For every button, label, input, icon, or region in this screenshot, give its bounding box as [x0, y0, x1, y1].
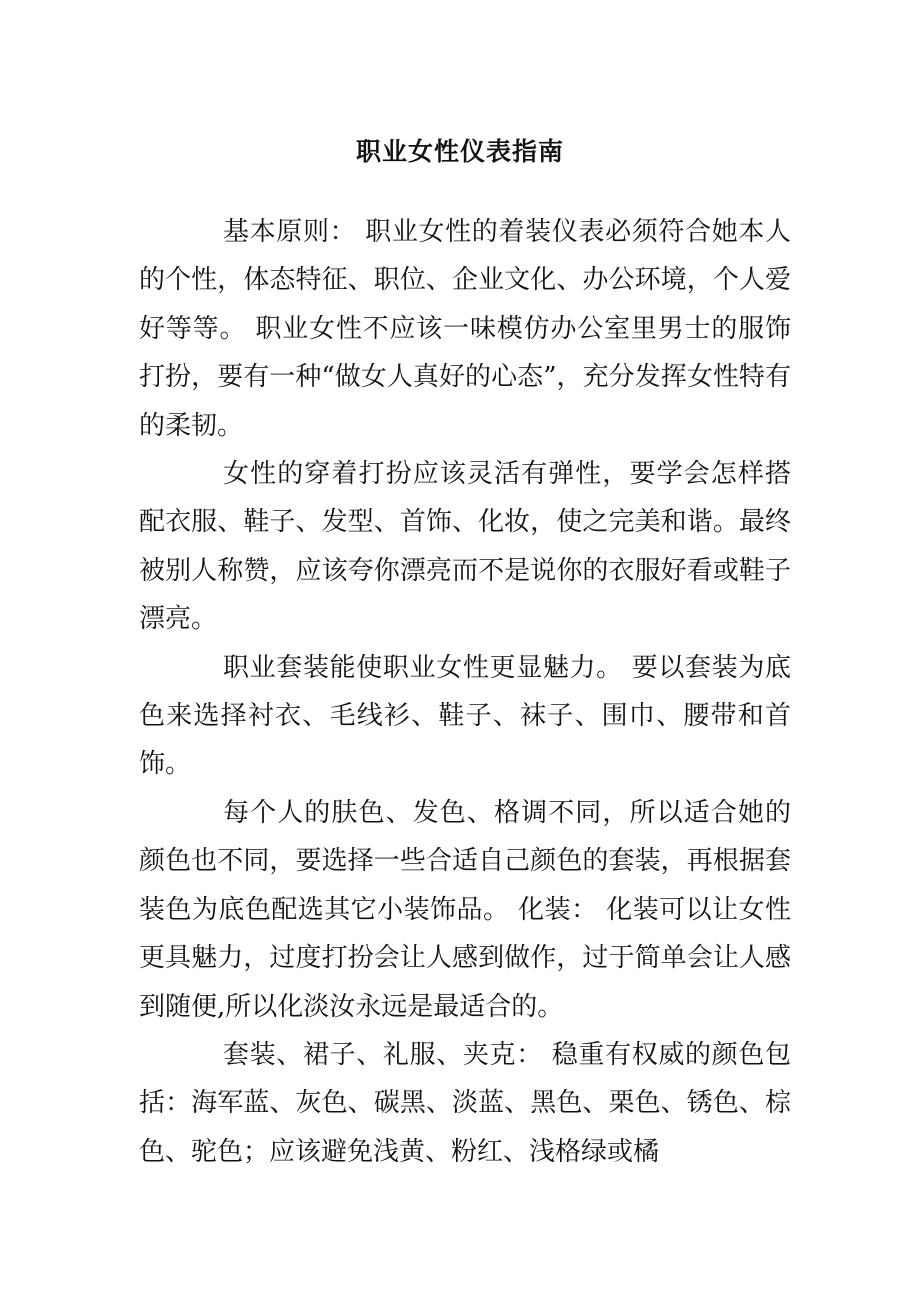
paragraph-dressing-flexibility: 女性的穿着打扮应该灵活有弹性，要学会怎样搭配衣服、鞋子、发型、首饰、化妆，使之完美和谐。最终被别人称赞，应该夸你漂亮而不是说你的衣服好看或鞋子漂亮。 — [139, 459, 791, 635]
document-title: 职业女性仪表指南 — [355, 136, 564, 166]
paragraph-colors-makeup: 每个人的肤色、发色、格调不同，所以适合她的颜色也不同，要选择一些合适自己颜色的套装，再根据套装色为底色配选其它小装饰品。 化装： 化装可以让女性更具魅力，过度打扮会让人感到做作，过于简单会让人感到随便,所以化淡汝永远是最适合的。 — [139, 797, 791, 1022]
paragraph-professional-suit: 职业套装能使职业女性更显魅力。 要以套装为底色来选择衬衣、毛线衫、鞋子、袜子、围巾、腰带和首饰。 — [139, 652, 791, 780]
document-body — [139, 208, 791, 1176]
paragraph-basic-principles: 基本原则： 职业女性的着装仪表必须符合她本人的个性，体态特征、职位、企业文化、办公环境，个人爱好等等。 职业女性不应该一味模仿办公室里男士的服饰打扮，要有一种“做女人真好的心态”，充分发挥女性特有的柔韧。 — [139, 217, 791, 441]
paragraph-suit-colors: 套装、裙子、礼服、夹克： 稳重有权威的颜色包括：海军蓝、灰色、碳黑、淡蓝、黑色、栗色、锈色、棕色、驼色；应该避免浅黄、粉红、浅格绿或橘 — [139, 1039, 791, 1167]
